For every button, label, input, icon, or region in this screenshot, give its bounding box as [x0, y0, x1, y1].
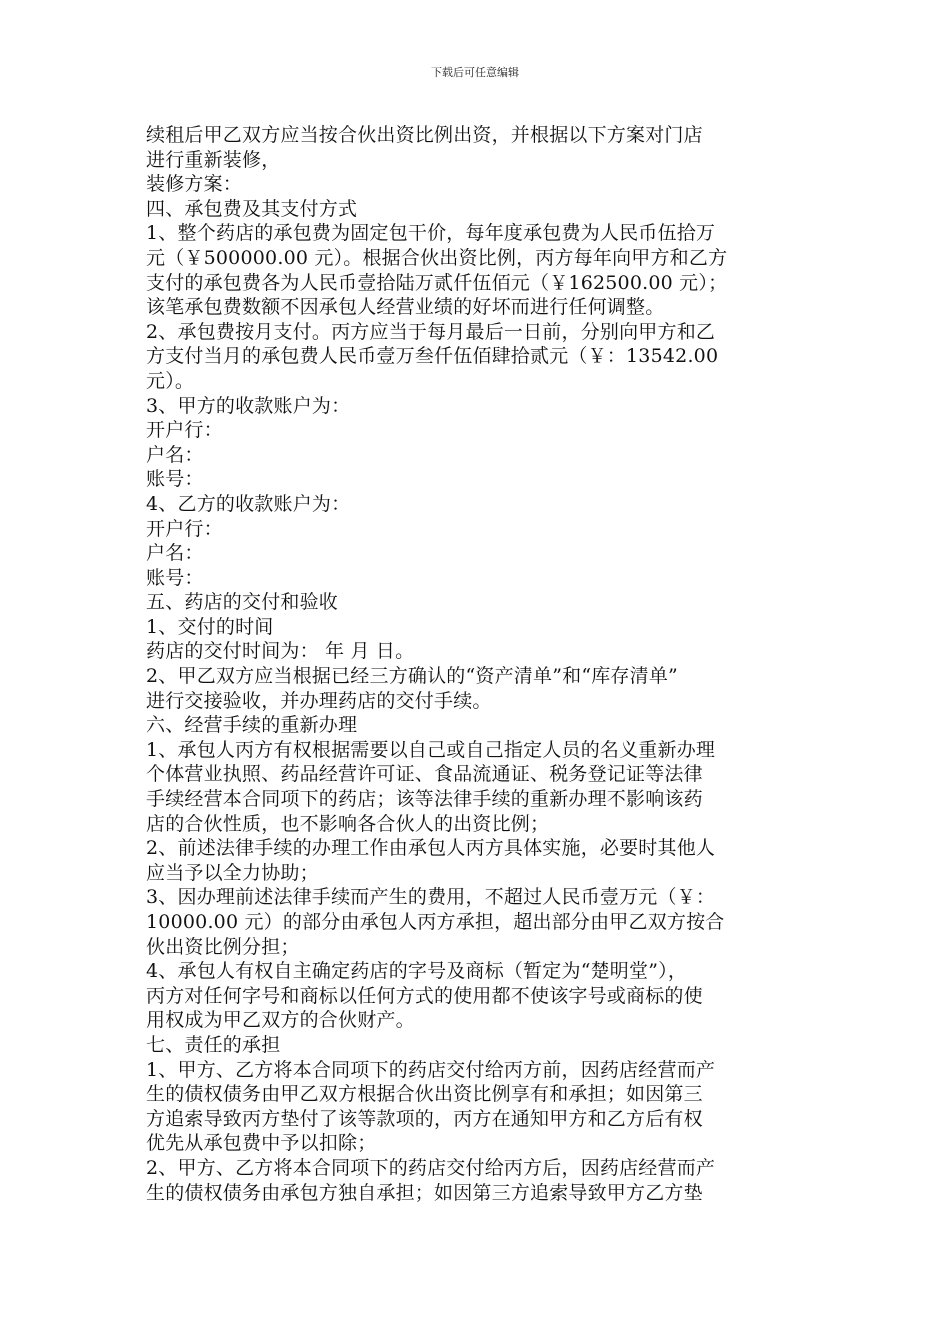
text-line: 方追索导致丙方垫付了该等款项的，丙方在通知甲方和乙方后有权 [146, 1107, 703, 1130]
text-line: 应当予以全力协助； [146, 861, 319, 884]
text-line: 用权成为甲乙双方的合伙财产。 [146, 1009, 415, 1032]
text-line: 生的债权债务由甲乙双方根据合伙出资比例享有和承担；如因第三 [146, 1083, 703, 1106]
document-body [146, 123, 806, 1205]
text-line: 方支付当月的承包费人民币壹万叁仟伍佰肆拾贰元（￥：13542.00 [146, 345, 719, 368]
text-line: 开户行： [146, 517, 223, 540]
text-line: 店的合伙性质，也不影响各合伙人的出资比例； [146, 812, 550, 835]
text-line: 装修方案： [146, 173, 243, 196]
text-line: 进行交接验收，并办理药店的交付手续。 [146, 689, 492, 712]
text-line: 1、甲方、乙方将本合同项下的药店交付给丙方前，因药店经营而产 [146, 1058, 716, 1081]
page-header-note: 下载后可任意编辑 [431, 66, 519, 79]
text-line: 3、甲方的收款账户为： [146, 394, 351, 417]
text-line: 个体营业执照、药品经营许可证、食品流通证、税务登记证等法律 [146, 763, 703, 786]
text-line: 续租后甲乙双方应当按合伙出资比例出资，并根据以下方案对门店 [146, 124, 703, 146]
text-line: 丙方对任何字号和商标以任何方式的使用都不使该字号或商标的使 [146, 984, 703, 1007]
text-line: 3、因办理前述法律手续而产生的费用，不超过人民币壹万元（￥： [146, 886, 716, 909]
text-line: 该笔承包费数额不因承包人经营业绩的好坏而进行任何调整。 [146, 296, 665, 319]
text-line: 户名： [146, 443, 204, 466]
text-line: 1、交付的时间 [146, 615, 274, 638]
text-line: 2、甲方、乙方将本合同项下的药店交付给丙方后，因药店经营而产 [146, 1156, 716, 1179]
text-line: 开户行： [146, 419, 223, 442]
text-line: 账号： [146, 566, 204, 589]
section-heading: 七、责任的承担 [146, 1033, 281, 1056]
text-line: 4、乙方的收款账户为： [146, 492, 351, 515]
text-line: 4、承包人有权自主确定药店的字号及商标（暂定为“楚明堂”）， [146, 960, 688, 983]
text-line: 优先从承包费中予以扣除； [146, 1132, 377, 1155]
text-line: 元（￥500000.00 元）。根据合伙出资比例，丙方每年向甲方和乙方 [146, 246, 728, 269]
text-line: 伙出资比例分担； [146, 935, 300, 958]
text-line: 药店的交付时间为： 年 月 日。 [146, 640, 415, 663]
text-line: 手续经营本合同项下的药店；该等法律手续的重新办理不影响该药 [146, 788, 703, 811]
section-heading: 六、经营手续的重新办理 [146, 714, 358, 737]
section-heading: 四、承包费及其支付方式 [146, 197, 358, 220]
text-line: 2、承包费按月支付。丙方应当于每月最后一日前，分别向甲方和乙 [146, 320, 716, 343]
section-heading: 五、药店的交付和验收 [146, 591, 339, 614]
text-line: 1、整个药店的承包费为固定包干价，每年度承包费为人民币伍拾万 [146, 222, 716, 245]
text-line: 进行重新装修， [146, 148, 281, 171]
text-line: 户名： [146, 542, 204, 565]
text-line: 账号： [146, 468, 204, 491]
text-line: 1、承包人丙方有权根据需要以自己或自己指定人员的名义重新办理 [146, 738, 716, 761]
text-line: 生的债权债务由承包方独自承担；如因第三方追索导致甲方乙方垫 [146, 1181, 703, 1204]
text-line: 支付的承包费各为人民币壹拾陆万贰仟伍佰元（￥162500.00 元）； [146, 271, 728, 294]
text-line: 10000.00 元）的部分由承包人丙方承担，超出部分由甲乙双方按合 [146, 911, 725, 933]
text-line: 2、前述法律手续的办理工作由承包人丙方具体实施，必要时其他人 [146, 837, 716, 860]
text-line: 元）。 [146, 369, 195, 392]
text-line: 2、甲乙双方应当根据已经三方确认的“资产清单”和“库存清单” [146, 665, 678, 688]
